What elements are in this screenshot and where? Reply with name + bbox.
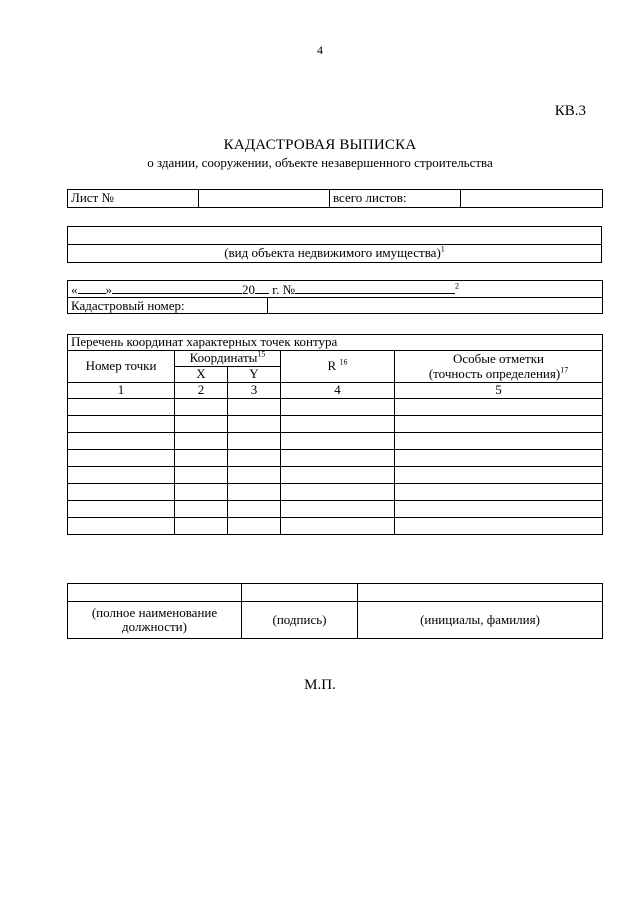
cell[interactable] [228,484,281,501]
day-field[interactable] [78,281,106,294]
sheet-table [67,189,603,208]
col-number-3: 3 [228,383,281,399]
table-row [68,518,603,535]
cell[interactable] [281,467,395,484]
cell[interactable] [395,433,603,450]
col-special-notes: Особые отметки (точность определения)$^{17}$ [395,351,603,383]
signature-caption: (подпись) [242,602,358,639]
col-coordinates: Координаты$^{15}$ [175,351,281,367]
cell[interactable] [68,450,175,467]
table-row [68,450,603,467]
document-title: КАДАСТРОВАЯ ВЫПИСКА [223,137,417,153]
cell[interactable] [395,501,603,518]
page-number: 4 [317,43,323,57]
cadastral-number-field[interactable] [268,298,603,314]
sheet-number-label: Лист № [68,190,199,208]
cell[interactable] [68,433,175,450]
cell[interactable] [281,450,395,467]
signature-table [67,583,603,639]
coordinates-caption: Перечень координат характерных точек контура [68,335,603,351]
col-r: R $^{16}$ [281,351,395,383]
name-field[interactable] [358,584,603,602]
position-field[interactable] [68,584,242,602]
cell[interactable] [395,416,603,433]
table-row [68,501,603,518]
cell[interactable] [175,501,228,518]
cell[interactable] [281,484,395,501]
month-field[interactable] [112,281,242,294]
table-row [68,467,603,484]
footnote-15: 15 [257,350,266,360]
cell[interactable] [175,467,228,484]
object-type-table [67,226,602,263]
year-field[interactable] [255,281,269,294]
cell[interactable] [68,467,175,484]
col-x: X [175,367,228,383]
registration-number-field[interactable] [295,281,455,294]
cell[interactable] [175,416,228,433]
col-number-1: 1 [68,383,175,399]
cell[interactable] [228,416,281,433]
object-type-caption: (вид объекта недвижимого имущества)$^1$ [68,245,602,263]
cell[interactable] [68,399,175,416]
cell[interactable] [228,433,281,450]
cell[interactable] [68,484,175,501]
cell[interactable] [395,399,603,416]
cell[interactable] [281,433,395,450]
footnote-1: 1 [440,245,445,255]
table-row [68,433,603,450]
form-code: КВ.3 [554,103,586,119]
stamp-placeholder: М.П. [304,677,336,693]
cell[interactable] [395,467,603,484]
cadastral-number-label: Кадастровый номер: [68,298,268,314]
coordinates-table [67,334,603,535]
cell[interactable] [228,467,281,484]
col-y: Y [228,367,281,383]
cell[interactable] [175,399,228,416]
footnote-2: 2 [455,281,460,291]
cell[interactable] [228,450,281,467]
col-number-2: 2 [175,383,228,399]
footnote-17: 17 [560,365,569,375]
position-caption: (полное наименование должности) [68,602,242,639]
cell[interactable] [228,518,281,535]
table-row [68,416,603,433]
footnote-16: 16 [339,358,348,368]
document-subtitle: о здании, сооружении, объекте незавершенного строительства [147,155,493,170]
total-sheets-field[interactable] [461,190,603,208]
cell[interactable] [175,484,228,501]
cell[interactable] [395,484,603,501]
cell[interactable] [228,501,281,518]
table-row [68,399,603,416]
date-cadastral-table [67,280,603,314]
cell[interactable] [175,518,228,535]
signature-field[interactable] [242,584,358,602]
date-number-line: « » 20 г. № $^2$ [68,281,603,298]
cell[interactable] [281,518,395,535]
object-type-field[interactable] [68,227,602,245]
cell[interactable] [68,518,175,535]
cell[interactable] [68,501,175,518]
cell[interactable] [395,518,603,535]
cell[interactable] [228,399,281,416]
cell[interactable] [281,399,395,416]
table-row [68,484,603,501]
cell[interactable] [68,416,175,433]
cell[interactable] [175,433,228,450]
cell[interactable] [395,450,603,467]
name-caption: (инициалы, фамилия) [358,602,603,639]
col-number-4: 4 [281,383,395,399]
col-number-5: 5 [395,383,603,399]
sheet-number-field[interactable] [199,190,330,208]
total-sheets-label: всего листов: [330,190,461,208]
cell[interactable] [281,501,395,518]
cell[interactable] [281,416,395,433]
cell[interactable] [175,450,228,467]
col-point-number: Номер точки [68,351,175,383]
